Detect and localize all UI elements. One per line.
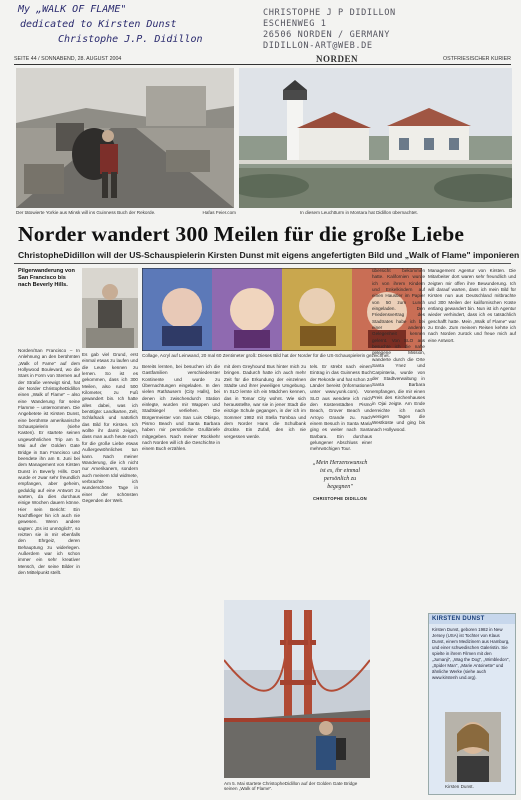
photo-kirsten-dunst-image <box>445 712 501 782</box>
headline: Norder wandert 300 Meilen für die große Liebe <box>18 222 465 246</box>
pull-quote <box>311 459 369 503</box>
caption-kirsten-dunst: Kirsten Dunst. <box>445 784 474 789</box>
newspaper-name: OSTFRIESISCHER KURIER <box>443 56 511 62</box>
dedication-line-1: My „WALK OF FLAME" <box>18 4 127 15</box>
caption-painting: Collage, Acryl auf Leinwand, 20 mal 60 Zentimeter groß: Dieses Bild hat der Norder für die US-Schauspielerin gezeichnet. <box>142 353 390 358</box>
article-col-5: tels. Er strebt nach einem Eintrag in das Guinness Buch der Rekorde und hat schon 24 Länder bereist (Informationen unter www.yunk.com). Von SLO aus wendete ich mich den Küstenstädten Pismo Beach, Grover Beach und Arroyo Grande zu. Nach einem Besuch in Santa Maria ging es weiter nach Santa Barbara. Ein durchaus gelungener Abschluss einer mehrwöchigen Tour. <box>310 364 372 452</box>
info-box-text: Kirsten Dunst, geboren 1982 in New Jersey (USA) ist Tochter von Klaus Dunst, einem Medizinern aus Hamburg, und einer schwedischen Galeristin. Sie spielte in ihrem Filmen mit den „Jumanji", „Wag the Dog", „Wimbledon", „Spider Man", „Marie Antoinette" und ähnliche Werke (siehe auch www.kirstenh und.org). <box>432 627 510 680</box>
pull-quote-text: „Mein Herzenswunsch ist es, ihr einmal persönlich zu begegnen" <box>312 460 368 490</box>
photo-inline-small <box>82 268 138 348</box>
caption-bridge: Am 5. Mai startete ChristopheDidillon auf der Golden Gate Bridge seinen „Walk of Flame". <box>224 781 358 791</box>
page-date: SEITE 44 / SONNABEND, 28. AUGUST 2004 <box>14 56 122 62</box>
signature: Christophe J.P. Didillon <box>58 34 203 45</box>
stamp-email: DIDILLON-ART@WEB.DE <box>263 41 373 51</box>
running-head <box>14 53 511 65</box>
photo-golden-gate <box>224 600 370 778</box>
credit-left-photo: Hafas Feier.com <box>202 210 236 215</box>
article-col-6: übersicht bekommen hatte. Kalifornien wurde ich von ihrem Kindern und Enkelkindern auf einen Haustier im Papier von 50 zum Lunch eingeladen. Den Friedensvertrag des Stadtrates habe ich bei einer anderen Gelegenheit kennen gelernt. Von SLO aus besuchte ich die nahe gelegene Mission, wanderte durch die Orte Santa Ynez und Carpinteria, wurde von der Stadtverwaltung in Santa Barbara empfangen, die mir einen Preis des Kirchenhauses in Ojai zeigte. Am Ende erreichte ich nach wenigen Tagen die Westküste und ging bis nach Hollywood. <box>372 268 425 432</box>
caption-right-photo: In diesem Leuchtturm in Montara hat Didillon übernachtet. <box>300 210 418 215</box>
dedication-line-2: dedicated to Kirsten Dunst <box>20 19 177 30</box>
address-stamp <box>263 8 413 52</box>
photo-lighthouse <box>239 68 512 208</box>
subhead-rule <box>14 263 511 264</box>
photo-inline-small-image <box>82 268 138 348</box>
section-title: NORDEN <box>316 54 359 64</box>
lede: Pilgerwanderung von San Francisco bis nach Beverly Hills. <box>18 268 75 288</box>
article-col-1: Norden/San Francisco – In Anlehnung an den berühmten „Walk of Fame" auf dem Hollywood Boulevard, wo die Stars in Form von Sternen auf der Straße verewigt sind, hat der Norder ChristopheDidillon einen „Walk of Flame" – also eine Wanderung für seine Flamme – unternommen. Die Angebetete ist Kirsten Dunst, eine berühmte amerikanische Schauspielerin (siehe Kasten). Er startete seinen ungewöhnlichen Trip am 5. Mai auf der Golden Gate Bridge in San Francisco und beendete ihn am 8. Juni bei dem Management von Kirsten Dunst in Beverly Hills. Dort wurde er zwar sehr freundlich empfangen, aber geheim, geduldig auf eine Antwort zu warten, da dies durchaus einige Wochen dauern könne. Hier sein Bericht: Ein Nachtflieger hin ich auch nie gewesen. Wenn andere sagten: „Es ist unmöglich", so reizten sie in mir ebenfalls den Ehrgeiz, deren Behauptung zu widerlegen. Außerdem war ich schon immer ein sehr kreativer Mensch, der seine Bilder in den Mittelpunkt stellt. <box>18 348 80 576</box>
photo-kirsten-dunst <box>445 712 501 782</box>
stamp-city: 26506 NORDEN / GERMANY <box>263 30 391 40</box>
article-col-7: Management Agentur von Kirsten. Die Mitarbeiter dort waren sehr freundlich und zeigten mir offen ihre Bewunderung. Ich will darauf warten, dass ich mein Bild für Kirsten nun aus Deutschland mitbrachte und 300 Meilen der kalifornischen Küste entlang gewandert bin. Nun ist ich Agentur wieder verhindert, dass ich es tatsächlich geschafft hatte. Mein „Walk of Flame" war zu Ende. Zum meinem Reisen kehrte ich nach Norden zurück und freue mich auf eine Antwort. <box>428 268 516 343</box>
photo-lighthouse-image <box>239 68 512 208</box>
article-col-2: Es gab viel Grund, erst einmal etwas zu laufen und die Leute kennen zu lernen. So ist es gekommen, dass ich 300 Meilen, also rund 500 Kilometer, zu Fuß gewandert bin. Ich hatte alles dabei, was ich benötigte: Landkarten, Zelt, Schlafsack und natürlich das Bild für Kirsten. Ich wollte ihr damit zeigen, dass man auch heute noch für die große Liebe etwas Außergewöhnliches tun kann. Nach meiner Wanderung, die ich nicht nur Amerikanern, sondern auch meinem Idol widmete, verbrachte ich wunderschöne Tage in einer der schönsten Gegenden der Welt. <box>82 352 138 503</box>
photo-walker-road-image <box>16 68 234 208</box>
info-box-title: KIRSTEN DUNST <box>429 614 515 624</box>
stamp-street: ESCHENWEG 1 <box>263 19 327 29</box>
pull-quote-author: CHRISTOPHE DIDILLON <box>312 496 367 501</box>
article-col-4: mit dem Greyhound Bus hinter mich zu bringen. Dadurch hatte ich auch mehr Zeit für die Erkundung der einzelnen Städte und ihrer jeweiligen Umgebung. In SLO lernte ich ein Mädchen kennen, das in Tomar City wohnt. Wie sich herausstellte, war sie in jener Stadt die einzige Schule gegangen, in der ich im Sommer 1982 mit Stella Tomboa und dem Norder Hans die Schulbank drückte. Ein Zufall, den ich nie vergessen werde. <box>224 364 306 439</box>
stamp-name: CHRISTOPHE J P DIDILLON <box>263 8 396 18</box>
handwritten-dedication <box>18 4 248 46</box>
info-box-kirsten-dunst <box>428 613 516 795</box>
subhead: ChristopheDidillon will der US-Schauspielerin Kirsten Dunst mit eigens angefertigten Bild und „Walk of Flame" imponieren <box>18 250 520 260</box>
caption-left-photo: Der tätowierte Yorkie aus Minsk will ins Guinness Buch der Rekorde. <box>16 210 156 215</box>
photo-golden-gate-image <box>224 600 370 778</box>
article-col-3: Bereits lernten, bei besuchen ich die Gastfamilien verschiedenster Kontinente und wurde zu Übernachtungen eingeladen. In den vielen Rathäusern (City Halls), bei denen ich zwischendurch Station einlegte, wurden mir Wappen und Stadtsiegel verliehen. Die Bürgermeister von San Luis Obispo, Pismo Beach und Santa Barbara haben mir persönliche Grußbriefe mitgegeben. Nach meiner Rückkehr nach Norden will ich die Geschichte in einem Buch erzählen. <box>142 364 220 452</box>
photo-walker-road <box>16 68 234 208</box>
